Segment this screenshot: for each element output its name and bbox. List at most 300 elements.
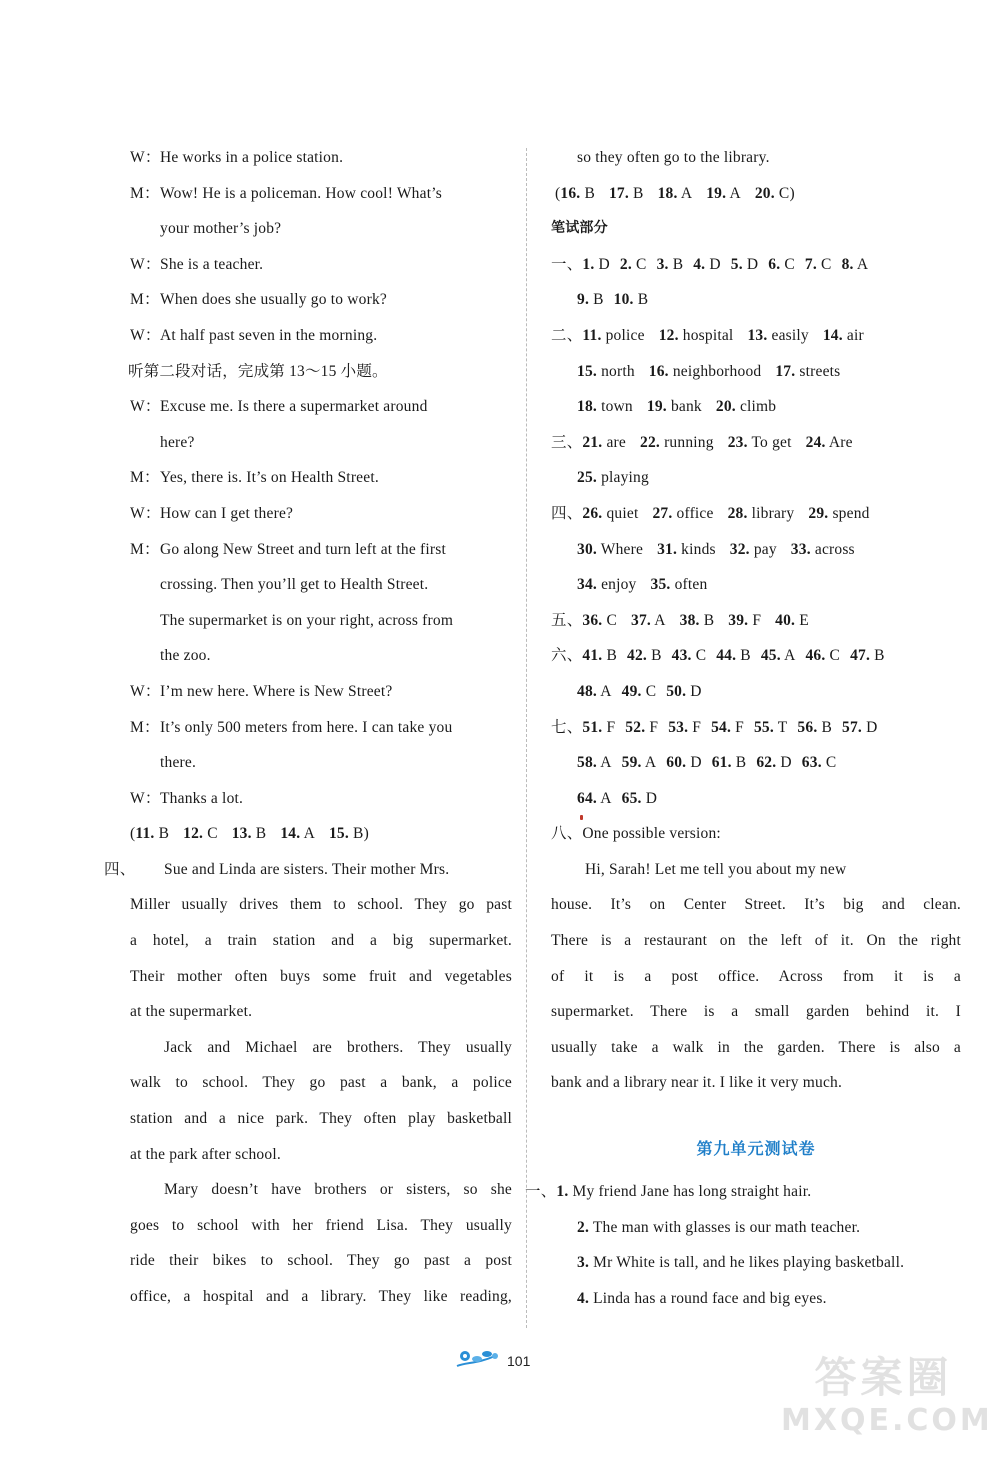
- answer-item: [680, 612, 715, 629]
- answer-value: streets: [799, 362, 841, 380]
- essay-line: supermarket. There is a small garden behind it. I: [551, 1003, 961, 1021]
- answer-number: 33.: [790, 540, 811, 558]
- dialogue-line: [130, 496, 512, 532]
- answer-number: 40.: [775, 611, 796, 629]
- dialogue-line: [130, 282, 512, 318]
- answer-item: [577, 398, 633, 415]
- answer-value: across: [814, 540, 855, 558]
- answer-value: enjoy: [601, 576, 637, 594]
- answer-number: 20.: [715, 398, 736, 416]
- dialogue-line: [130, 140, 512, 176]
- answer-number: 42.: [627, 647, 647, 665]
- answer-number: 61.: [711, 754, 732, 772]
- answer-value: A: [600, 789, 612, 807]
- answer-value: B: [735, 754, 747, 772]
- dialogue-text: At half past seven in the morning.: [160, 326, 378, 344]
- passage-line: Mary doesn’t have brothers or sisters, so she: [164, 1181, 512, 1199]
- answer-value: F: [649, 718, 659, 736]
- answer-item: [756, 754, 791, 771]
- answer-item: [582, 327, 644, 344]
- answer-item: [582, 256, 610, 273]
- sec2-row1: [551, 318, 961, 354]
- answer-item: [850, 647, 885, 664]
- passage-line: at the supermarket.: [130, 1003, 253, 1021]
- speaker-label: M：: [130, 291, 160, 309]
- speaker-label: W：: [130, 504, 161, 522]
- dialogue-text: the zoo.: [160, 647, 211, 665]
- answer-number: 57.: [842, 718, 863, 736]
- answer-item: [716, 398, 776, 415]
- speaker-label: W：: [130, 149, 161, 166]
- dialogue-line: [130, 211, 512, 247]
- answer-item: [657, 541, 716, 558]
- answer-value: B: [672, 255, 684, 273]
- dialogue-line: [130, 460, 512, 496]
- answer-value: D: [709, 255, 721, 273]
- answer-item: [775, 363, 840, 380]
- dialogue-text: I’m new here. Where is New Street?: [160, 682, 393, 700]
- answer-number: 4.: [693, 255, 706, 273]
- answer-item: [232, 825, 267, 842]
- answer-item: [761, 647, 796, 664]
- answer-number: 11.: [135, 825, 155, 843]
- passage-line: Their mother often buys some fruit and vegetables: [130, 967, 512, 985]
- dialogue-line: [130, 781, 512, 817]
- answer-value: B: [593, 291, 604, 309]
- answer-number: 17.: [775, 362, 796, 380]
- answer-number: 56.: [797, 718, 818, 736]
- answer-value: C: [829, 647, 841, 665]
- answer-number: 52.: [625, 718, 646, 736]
- flower-branch-icon: [455, 1346, 501, 1377]
- answer-value: B: [158, 825, 170, 843]
- answer-value: library: [751, 504, 795, 522]
- left-column: [104, 140, 512, 1315]
- answer-number: 16.: [560, 184, 581, 202]
- answer-item: [627, 647, 662, 664]
- dialogue-text: Go along New Street and turn left at the first: [160, 540, 446, 558]
- dialogue-line: [130, 318, 512, 354]
- item-text: Mr White is tall, and he likes playing basketball.: [593, 1254, 905, 1272]
- answer-key: [551, 247, 961, 817]
- answer-value: C: [778, 184, 790, 202]
- dialogue-text: crossing. Then you’ll get to Health Street.: [160, 576, 429, 594]
- answer-value: F: [692, 718, 702, 736]
- page-footer: [455, 1346, 530, 1376]
- sec3-row2: [551, 460, 961, 496]
- answer-number: 10.: [613, 291, 634, 309]
- answer-item: [652, 505, 713, 522]
- answer-item: [657, 256, 684, 273]
- answer-number: 62.: [756, 754, 777, 772]
- answer-value: A: [856, 255, 869, 273]
- dialogue-text: 听第二段对话，完成第 13～15 小题。: [128, 362, 388, 380]
- answer-number: 7.: [804, 255, 817, 273]
- dialogue-line: [130, 567, 512, 603]
- essay-line: house. It’s on Center Street. It’s big and clean.: [551, 896, 961, 914]
- answer-item: [730, 541, 777, 558]
- sec7-row3: [551, 781, 961, 817]
- sec7-row2: [551, 745, 961, 781]
- answer-number: 20.: [754, 184, 775, 202]
- answer-item: [808, 505, 869, 522]
- dialogue-line: [130, 425, 512, 461]
- answer-line-11-15: [130, 816, 512, 852]
- answer-item: [647, 398, 702, 415]
- answer-number: 1.: [582, 255, 595, 273]
- answer-item: [640, 434, 714, 451]
- item-number: 1.: [556, 1183, 569, 1200]
- dialogue-text: He works in a police station.: [160, 149, 344, 166]
- answer-item: [672, 647, 707, 664]
- answer-item: [560, 185, 595, 202]
- answer-value: C: [636, 255, 647, 273]
- answer-line-16-20: (16. B 17. B 18. A 19. A 20. C): [555, 184, 795, 202]
- answer-number: 36.: [582, 611, 603, 629]
- speaker-label: W：: [130, 682, 161, 700]
- answer-value: office: [676, 504, 714, 522]
- answer-number: 46.: [805, 647, 826, 665]
- answer-item: [280, 825, 315, 842]
- passage-line: ride their bikes to school. They go past a post: [130, 1252, 512, 1270]
- answer-value: A: [303, 825, 315, 843]
- dialogue-line: [130, 603, 512, 639]
- speaker-label: W：: [130, 398, 161, 416]
- answer-number: 47.: [850, 647, 871, 665]
- answer-number: 31.: [657, 540, 678, 558]
- answer-number: 16.: [648, 362, 669, 380]
- section-8-line: [551, 816, 961, 852]
- dialogue-text: there.: [160, 754, 197, 772]
- section-label: 二、: [551, 326, 583, 344]
- answer-value: A: [600, 754, 612, 772]
- answer-item: [577, 291, 604, 308]
- answer-item: [135, 825, 169, 842]
- answer-value: are: [606, 433, 626, 451]
- unit9-item: [525, 1245, 961, 1281]
- section-label: 五、: [551, 611, 583, 629]
- answer-number: 13.: [231, 825, 252, 843]
- passage-line: Sue and Linda are sisters. Their mother Mrs.: [164, 860, 450, 878]
- answer-item: [329, 825, 364, 842]
- answer-number: 41.: [582, 647, 603, 665]
- dialogue-text: How can I get there?: [160, 504, 294, 522]
- answer-value: often: [674, 576, 708, 594]
- dialogue-line: [130, 638, 512, 674]
- item-text: The man with glasses is our math teacher.: [592, 1218, 861, 1236]
- dialogue-line: [128, 354, 512, 390]
- answer-value: running: [664, 433, 714, 451]
- answer-item: [577, 576, 637, 593]
- passage-line: goes to school with her friend Lisa. They usually: [130, 1216, 512, 1234]
- section-label: 四、: [551, 504, 583, 522]
- answer-item: [728, 612, 761, 629]
- answer-number: 51.: [582, 718, 603, 736]
- sec4-row2: [551, 532, 961, 568]
- essay-intro: One possible version:: [582, 825, 721, 843]
- answer-item: [577, 683, 612, 700]
- dialogue-line: [130, 745, 512, 781]
- item-number: 2.: [577, 1218, 590, 1236]
- unit9-item: [525, 1210, 961, 1246]
- answer-value: B: [606, 647, 618, 665]
- answer-number: 25.: [577, 469, 597, 487]
- answer-item: [183, 825, 218, 842]
- answer-item: [754, 719, 787, 736]
- answer-number: 15.: [577, 362, 597, 380]
- sec6-row1: [551, 638, 961, 674]
- answer-value: climb: [739, 398, 777, 416]
- sec2-row3: [551, 389, 961, 425]
- answer-value: B: [353, 825, 364, 843]
- answer-value: C: [825, 754, 837, 772]
- answer-value: B: [637, 291, 649, 309]
- answer-item: [797, 719, 832, 736]
- unit-9-section: [525, 1174, 961, 1316]
- unit-title: 第九单元测试卷: [696, 1139, 816, 1158]
- answer-value: B: [740, 647, 751, 665]
- answer-item: [706, 185, 741, 202]
- answer-item: [577, 541, 643, 558]
- answer-number: 45.: [760, 647, 781, 665]
- answer-item: [582, 647, 617, 664]
- essay-line: bank and a library near it. I like it very much.: [551, 1074, 843, 1092]
- answer-value: T: [777, 718, 788, 736]
- answer-number: 2.: [619, 255, 632, 273]
- sec7-row1: [551, 710, 961, 746]
- answer-item: [755, 185, 790, 202]
- answer-number: 17.: [608, 184, 629, 202]
- dialogue-text: The supermarket is on your right, across from: [160, 611, 454, 629]
- dialogue-text: It’s only 500 meters from here. I can take you: [160, 718, 453, 736]
- section-label: 六、: [551, 647, 583, 665]
- section-label: 八、: [551, 825, 583, 843]
- answer-value: D: [780, 754, 792, 772]
- answer-number: 8.: [841, 255, 854, 273]
- speaker-label: M：: [130, 540, 160, 558]
- answer-value: B: [584, 184, 595, 202]
- passage-line: Jack and Michael are brothers. They usually: [164, 1038, 512, 1056]
- section-label: 一、: [551, 255, 583, 273]
- answer-value: pay: [753, 540, 777, 558]
- answer-number: 27.: [652, 504, 673, 522]
- right-column: [551, 140, 961, 1101]
- answer-item: [711, 719, 744, 736]
- passage-line: a hotel, a train station and a big supermarket.: [130, 932, 512, 950]
- sec3-row1: [551, 425, 961, 461]
- answer-item: [631, 612, 666, 629]
- answer-item: [842, 256, 869, 273]
- answer-number: 21.: [582, 433, 603, 451]
- answer-item: [659, 327, 734, 344]
- dialogue-transcript: [130, 140, 512, 816]
- answer-value: D: [690, 682, 702, 700]
- answer-number: 26.: [582, 504, 603, 522]
- open-paren: (: [130, 825, 136, 843]
- essay-line: There is a restaurant on the left of it. On the right: [551, 932, 961, 950]
- dialogue-text: Thanks a lot.: [160, 789, 244, 807]
- dialogue-text: Yes, there is. It’s on Health Street.: [160, 469, 379, 487]
- answer-value: F: [606, 718, 616, 736]
- speaker-label: W：: [130, 326, 161, 344]
- answer-number: 44.: [716, 647, 737, 665]
- answer-value: C: [207, 825, 218, 843]
- answer-item: [622, 754, 657, 771]
- page-number: 101: [507, 1353, 531, 1369]
- answer-value: D: [746, 255, 759, 273]
- answer-value: D: [866, 718, 878, 736]
- answer-value: B: [874, 647, 885, 665]
- answer-item: [582, 434, 626, 451]
- answer-value: A: [654, 611, 666, 629]
- dialogue-line: [130, 674, 512, 710]
- answer-item: [666, 754, 701, 771]
- answer-value: D: [645, 789, 658, 807]
- answer-item: [791, 541, 855, 558]
- sec5-row1: [551, 603, 961, 639]
- answer-item: [712, 754, 747, 771]
- speaker-label: W：: [130, 255, 161, 273]
- answer-value: D: [690, 754, 702, 772]
- dialogue-text: here?: [160, 433, 195, 451]
- answer-number: 43.: [671, 647, 692, 665]
- section-label: 七、: [551, 718, 583, 736]
- dialogue-text: Wow! He is a policeman. How cool! What’s: [160, 184, 442, 202]
- answer-number: 35.: [650, 576, 671, 594]
- watermark-logo: 答案圈 MXQE.COM: [781, 1353, 993, 1438]
- sec4-row1: [551, 496, 961, 532]
- dialogue-text: Excuse me. Is there a supermarket around: [160, 398, 428, 416]
- answer-number: 19.: [706, 184, 727, 202]
- close-paren: ): [363, 825, 369, 843]
- dialogue-line: [130, 532, 512, 568]
- answer-value: A: [600, 682, 612, 700]
- answer-number: 24.: [805, 433, 826, 451]
- answer-number: 60.: [666, 754, 687, 772]
- answer-item: [577, 469, 649, 486]
- passage-line: at the park after school.: [130, 1145, 281, 1163]
- answer-number: 37.: [631, 611, 651, 629]
- answer-item: [620, 256, 647, 273]
- answer-number: 6.: [768, 255, 781, 273]
- answer-number: 39.: [728, 611, 749, 629]
- answer-value: Where: [600, 540, 644, 558]
- red-mark: [580, 815, 583, 820]
- answer-number: 29.: [808, 504, 829, 522]
- answer-item: [582, 612, 617, 629]
- answer-number: 32.: [729, 540, 750, 558]
- sec1-row1: [551, 247, 961, 283]
- answer-value: C: [821, 255, 832, 273]
- answer-number: 34.: [577, 576, 597, 594]
- dialogue-text: your mother’s job?: [160, 220, 282, 238]
- answer-number: 58.: [577, 754, 597, 772]
- essay-line: usually take a walk in the garden. There is also a: [551, 1038, 961, 1056]
- answer-item: [577, 790, 612, 807]
- answer-number: 28.: [727, 504, 748, 522]
- answer-number: 22.: [640, 433, 660, 451]
- answer-number: 63.: [801, 754, 822, 772]
- sec6-row2: [551, 674, 961, 710]
- answer-value: C: [645, 682, 657, 700]
- answer-value: quiet: [606, 504, 639, 522]
- essay-line: Hi, Sarah! Let me tell you about my new: [585, 860, 847, 878]
- answer-value: C: [606, 611, 618, 629]
- answer-number: 5.: [730, 255, 743, 273]
- sec4-row3: [551, 567, 961, 603]
- answer-number: 12.: [183, 825, 204, 843]
- passage-continuation: so they often go to the library.: [577, 149, 770, 166]
- speaker-label: M：: [130, 469, 160, 487]
- written-section-heading: 笔试部分: [551, 220, 608, 237]
- answer-item: [716, 647, 751, 664]
- answer-item: [622, 790, 657, 807]
- answer-item: [806, 434, 853, 451]
- sec1-row2: [551, 282, 961, 318]
- answer-value: bank: [670, 398, 702, 416]
- answer-value: playing: [601, 469, 649, 487]
- answer-number: 12.: [658, 326, 679, 344]
- answer-number: 50.: [666, 682, 687, 700]
- answer-number: 55.: [753, 718, 774, 736]
- answer-value: D: [598, 255, 610, 273]
- answer-number: 53.: [668, 718, 689, 736]
- section-label: 一、: [525, 1183, 557, 1200]
- section-4-line-1: [104, 852, 512, 888]
- answer-number: 18.: [577, 398, 597, 416]
- answer-value: kinds: [681, 540, 716, 558]
- answer-item: [823, 327, 864, 344]
- answer-number: 64.: [577, 789, 597, 807]
- answer-item: [577, 363, 635, 380]
- passage-line: station and a nice park. They often play basketball: [130, 1110, 512, 1128]
- answer-item: [768, 256, 795, 273]
- answer-value: neighborhood: [672, 362, 762, 380]
- answer-item: [731, 256, 759, 273]
- answer-value: air: [846, 326, 864, 344]
- answer-value: Are: [828, 433, 853, 451]
- passage-line: office, a hospital and a library. They like reading,: [130, 1288, 512, 1305]
- dialogue-text: When does she usually go to work?: [160, 291, 387, 309]
- passage-line: Miller usually drives them to school. They go past: [130, 896, 512, 914]
- dialogue-line: [130, 710, 512, 746]
- speaker-label: W：: [130, 789, 161, 807]
- answer-item: [728, 434, 792, 451]
- dialogue-line: [130, 176, 512, 212]
- answer-value: B: [255, 825, 267, 843]
- answer-number: 49.: [621, 682, 642, 700]
- answer-item: [805, 647, 840, 664]
- answer-number: 11.: [582, 326, 602, 344]
- answer-value: town: [601, 398, 633, 416]
- speaker-label: M：: [130, 184, 160, 202]
- answer-number: 15.: [328, 825, 349, 843]
- answer-item: [693, 256, 721, 273]
- answer-value: A: [784, 647, 796, 665]
- answer-item: [658, 185, 693, 202]
- answer-value: hospital: [682, 326, 734, 344]
- answer-item: [614, 291, 649, 308]
- answer-number: 38.: [679, 611, 700, 629]
- answer-value: north: [601, 362, 635, 380]
- passage-line: walk to school. They go past a bank, a police: [130, 1074, 512, 1092]
- answer-item: [775, 612, 809, 629]
- sample-essay: [551, 852, 961, 1101]
- answer-value: B: [821, 718, 833, 736]
- answer-value: E: [799, 611, 809, 629]
- item-number: 3.: [577, 1254, 590, 1272]
- passage: [130, 887, 512, 1314]
